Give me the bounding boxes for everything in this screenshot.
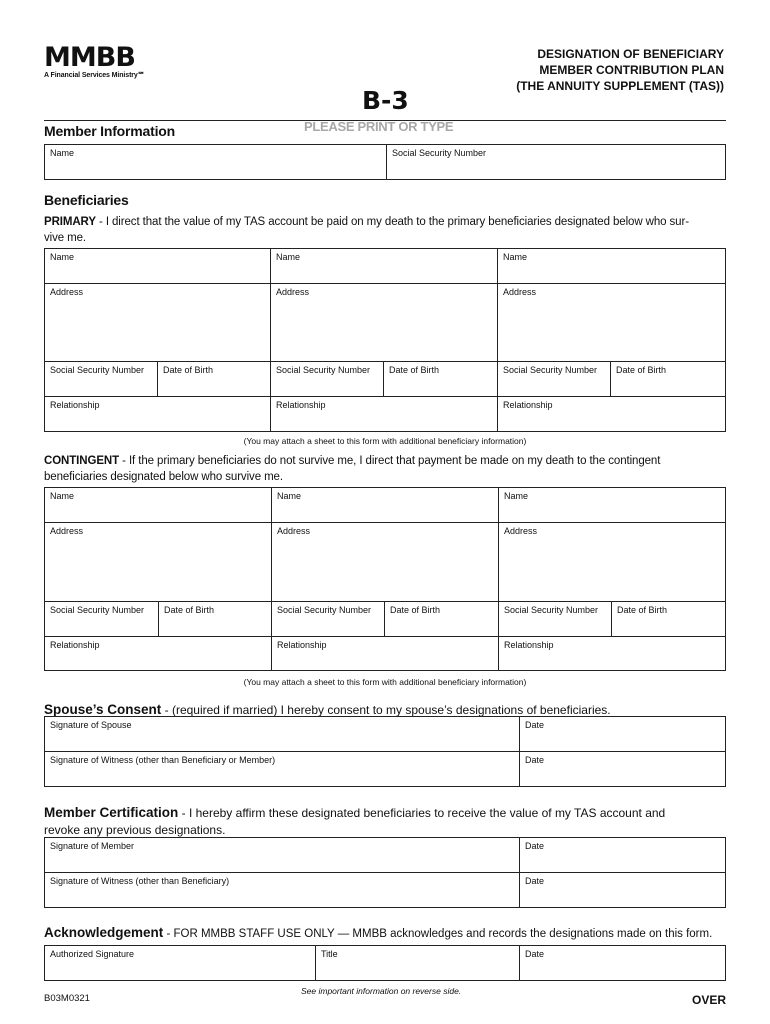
primary-1-name-field[interactable]	[44, 248, 271, 284]
contingent-1-dob-field[interactable]	[158, 601, 272, 637]
member-certification-text: - I hereby affirm these designated beneficiaries to receive the value of my TAS account and	[178, 806, 666, 820]
primary-1-ssn-field[interactable]	[44, 361, 158, 397]
primary-1-dob-field[interactable]	[157, 361, 271, 397]
field-label: Social Security Number	[277, 605, 372, 615]
field-label: Address	[504, 526, 538, 536]
contingent-2-address-field[interactable]	[271, 522, 499, 602]
field-label: Authorized Signature	[50, 949, 135, 959]
authorized-signature-field[interactable]	[44, 945, 316, 981]
field-label: Date	[525, 841, 545, 851]
mmbb-logo: MMBB	[44, 42, 135, 73]
contingent-3-address-field[interactable]	[498, 522, 726, 602]
field-label: Date	[525, 755, 545, 765]
form-title-line-1: DESIGNATION OF BENEFICIARY	[537, 47, 724, 61]
over-label: OVER	[691, 993, 726, 1007]
acknowledgement-text: - FOR MMBB STAFF USE ONLY — MMBB acknowledges and records the designations made on this form.	[163, 928, 713, 940]
member-info-heading: Member Information	[44, 123, 175, 139]
field-label: Date of Birth	[163, 365, 214, 375]
member-certification-text-cont: revoke any previous designations.	[44, 823, 226, 837]
member-date-field[interactable]	[519, 837, 726, 873]
field-label: Name	[50, 252, 75, 262]
member-name-field[interactable]	[44, 144, 387, 180]
field-label: Date of Birth	[389, 365, 440, 375]
contingent-3-relationship-field[interactable]	[498, 636, 726, 671]
member-certification-title: Member Certification	[44, 805, 179, 820]
acknowledgement-title: Acknowledgement	[44, 925, 164, 940]
member-witness-date-field[interactable]	[519, 872, 726, 908]
staff-date-field[interactable]	[519, 945, 726, 981]
beneficiaries-heading: Beneficiaries	[44, 192, 129, 208]
field-label: Relationship	[277, 640, 327, 650]
spouse-consent-title: Spouse’s Consent	[44, 702, 162, 717]
primary-1-address-field[interactable]	[44, 283, 271, 362]
contingent-text-cont: beneficiaries designated below who survive me.	[44, 471, 283, 483]
primary-3-ssn-field[interactable]	[497, 361, 611, 397]
contingent-lead: CONTINGENT	[44, 455, 120, 467]
primary-text-cont: vive me.	[44, 232, 87, 244]
field-label: Name	[503, 252, 528, 262]
field-label: Social Security Number	[392, 148, 487, 158]
contingent-3-ssn-field[interactable]	[498, 601, 612, 637]
primary-2-name-field[interactable]	[270, 248, 498, 284]
field-label: Signature of Witness (other than Beneficiary)	[50, 876, 230, 886]
contingent-2-relationship-field[interactable]	[271, 636, 499, 671]
field-label: Date of Birth	[390, 605, 441, 615]
primary-3-relationship-field[interactable]	[497, 396, 726, 432]
primary-instructions	[44, 214, 734, 246]
field-label: Address	[50, 287, 84, 297]
primary-1-relationship-field[interactable]	[44, 396, 271, 432]
field-label: Address	[50, 526, 84, 536]
contingent-text: - If the primary beneficiaries do not survive me, I direct that payment be made on my death to the contingent	[119, 455, 661, 467]
member-ssn-field[interactable]	[386, 144, 726, 180]
spouse-consent-text: - (required if married) I hereby consent to my spouse’s designations of beneficiaries.	[161, 703, 611, 717]
field-label: Date	[525, 720, 545, 730]
primary-attach-note: (You may attach a sheet to this form with additional beneficiary information)	[243, 436, 527, 446]
primary-lead: PRIMARY	[44, 216, 96, 228]
field-label: Date	[525, 949, 545, 959]
field-label: Name	[50, 491, 75, 501]
contingent-1-name-field[interactable]	[44, 487, 272, 523]
primary-2-dob-field[interactable]	[383, 361, 498, 397]
contingent-instructions	[44, 453, 734, 485]
field-label: Name	[276, 252, 301, 262]
primary-2-relationship-field[interactable]	[270, 396, 498, 432]
spouse-signature-field[interactable]	[44, 716, 520, 752]
field-label: Social Security Number	[503, 365, 598, 375]
primary-2-ssn-field[interactable]	[270, 361, 384, 397]
field-label: Address	[277, 526, 311, 536]
primary-3-dob-field[interactable]	[610, 361, 726, 397]
contingent-2-name-field[interactable]	[271, 487, 499, 523]
form-title	[516, 46, 724, 94]
field-label: Relationship	[503, 400, 553, 410]
field-label: Name	[277, 491, 302, 501]
contingent-3-name-field[interactable]	[498, 487, 726, 523]
contingent-1-ssn-field[interactable]	[44, 601, 159, 637]
field-label: Date of Birth	[164, 605, 215, 615]
spouse-date-field[interactable]	[519, 716, 726, 752]
field-label: Signature of Member	[50, 841, 135, 851]
contingent-1-relationship-field[interactable]	[44, 636, 272, 671]
field-label: Name	[50, 148, 75, 158]
primary-3-name-field[interactable]	[497, 248, 726, 284]
form-code: B03M0321	[44, 993, 90, 1004]
field-label: Relationship	[504, 640, 554, 650]
spouse-witness-date-field[interactable]	[519, 751, 726, 787]
field-label: Social Security Number	[50, 365, 145, 375]
contingent-2-dob-field[interactable]	[384, 601, 499, 637]
field-label: Relationship	[50, 400, 100, 410]
field-label: Address	[276, 287, 310, 297]
contingent-attach-note: (You may attach a sheet to this form with additional beneficiary information)	[243, 677, 527, 687]
field-label: Date of Birth	[616, 365, 667, 375]
field-label: Date	[525, 876, 545, 886]
member-witness-signature-field[interactable]	[44, 872, 520, 908]
field-label: Social Security Number	[276, 365, 371, 375]
contingent-3-dob-field[interactable]	[611, 601, 726, 637]
spouse-witness-signature-field[interactable]	[44, 751, 520, 787]
form-title-line-2: MEMBER CONTRIBUTION PLAN	[539, 63, 724, 77]
primary-2-address-field[interactable]	[270, 283, 498, 362]
field-label: Signature of Witness (other than Beneficiary or Member)	[50, 755, 276, 765]
member-certification-heading	[44, 804, 734, 839]
field-label: Social Security Number	[504, 605, 599, 615]
reverse-side-note: See important information on reverse side.	[301, 986, 462, 996]
logo-tagline: A Financial Services Ministry℠	[44, 72, 145, 79]
staff-title-field[interactable]	[315, 945, 520, 981]
field-label: Name	[504, 491, 529, 501]
print-notice: PLEASE PRINT OR TYPE	[304, 119, 454, 134]
field-label: Address	[503, 287, 537, 297]
field-label: Relationship	[276, 400, 326, 410]
contingent-2-ssn-field[interactable]	[271, 601, 385, 637]
form-title-line-3: (THE ANNUITY SUPPLEMENT (TAS))	[516, 79, 724, 93]
field-label: Signature of Spouse	[50, 720, 132, 730]
field-label: Social Security Number	[50, 605, 145, 615]
primary-text: - I direct that the value of my TAS account be paid on my death to the primary beneficiaries designated below who sur-	[95, 216, 689, 228]
acknowledgement-heading	[44, 924, 712, 942]
field-label: Title	[321, 949, 338, 959]
contingent-1-address-field[interactable]	[44, 522, 272, 602]
form-id: B-3	[362, 86, 409, 115]
member-signature-field[interactable]	[44, 837, 520, 873]
field-label: Date of Birth	[617, 605, 668, 615]
primary-3-address-field[interactable]	[497, 283, 726, 362]
field-label: Relationship	[50, 640, 100, 650]
